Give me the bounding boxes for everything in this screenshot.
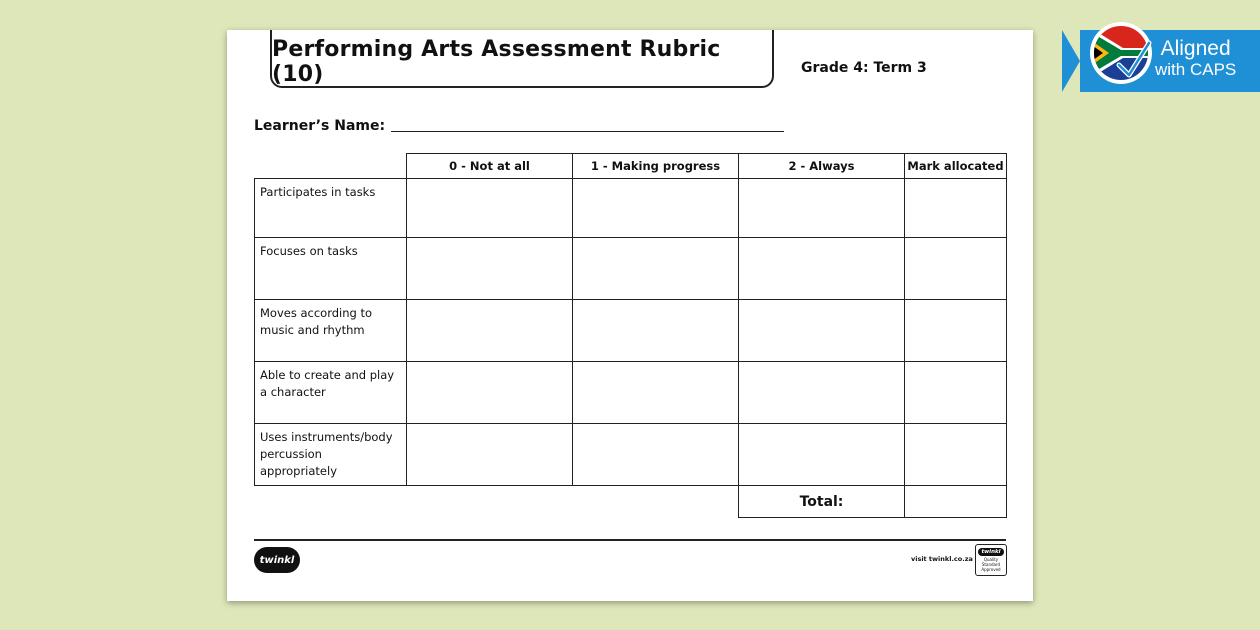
page-title: Performing Arts Assessment Rubric (10) [272, 37, 721, 87]
score-cell [573, 362, 739, 424]
table-row [255, 362, 1007, 424]
learner-name-line [391, 131, 784, 132]
score-cell [407, 238, 573, 300]
criterion-label: Focuses on tasks [255, 238, 407, 300]
score-cell [573, 300, 739, 362]
score-cell [407, 362, 573, 424]
mark-cell [905, 179, 1007, 238]
badge-line1: Aligned [1160, 37, 1231, 60]
col-header-not-at-all: 0 - Not at all [407, 154, 573, 179]
table-row [255, 238, 1007, 300]
quality-standard-badge [975, 544, 1007, 576]
score-cell [573, 179, 739, 238]
mark-cell [905, 238, 1007, 300]
criterion-label: Uses instruments/body percussion appropriately [255, 424, 407, 486]
total-label: Total: [739, 486, 905, 518]
mark-cell [905, 424, 1007, 486]
learner-name-label: Learner’s Name: [254, 118, 386, 134]
total-row [255, 486, 1007, 518]
table-row [255, 424, 1007, 486]
mark-cell [905, 300, 1007, 362]
criterion-label: Able to create and play a character [255, 362, 407, 424]
score-cell [739, 362, 905, 424]
score-cell [739, 238, 905, 300]
badge-line2: with CAPS [1155, 60, 1237, 79]
twinkl-logo: twinkl [254, 547, 300, 573]
score-cell [739, 179, 905, 238]
criterion-label: Moves according to music and rhythm [255, 300, 407, 362]
score-cell [573, 238, 739, 300]
learner-name-row [254, 118, 784, 134]
score-cell [573, 424, 739, 486]
quality-logo: twinkl [978, 548, 1003, 556]
col-header-mark-allocated: Mark allocated [905, 154, 1007, 179]
rubric-table [254, 153, 1007, 518]
south-africa-flag-icon [1089, 21, 1153, 85]
score-cell [739, 300, 905, 362]
quality-text: Quality Standard Approved [981, 557, 1001, 572]
table-row [255, 179, 1007, 238]
criterion-label: Participates in tasks [255, 179, 407, 238]
score-cell [407, 424, 573, 486]
footer-divider [254, 539, 1006, 541]
col-header-making-progress: 1 - Making progress [573, 154, 739, 179]
mark-cell [905, 362, 1007, 424]
header-row [255, 154, 1007, 179]
grade-term: Grade 4: Term 3 [801, 60, 927, 76]
score-cell [407, 179, 573, 238]
score-cell [407, 300, 573, 362]
worksheet [227, 30, 1033, 601]
col-header-always: 2 - Always [739, 154, 905, 179]
total-cell [905, 486, 1007, 518]
visit-link[interactable]: visit twinkl.co.za [911, 555, 973, 563]
header-blank [255, 154, 407, 179]
title-box [270, 30, 774, 88]
score-cell [739, 424, 905, 486]
table-row [255, 300, 1007, 362]
